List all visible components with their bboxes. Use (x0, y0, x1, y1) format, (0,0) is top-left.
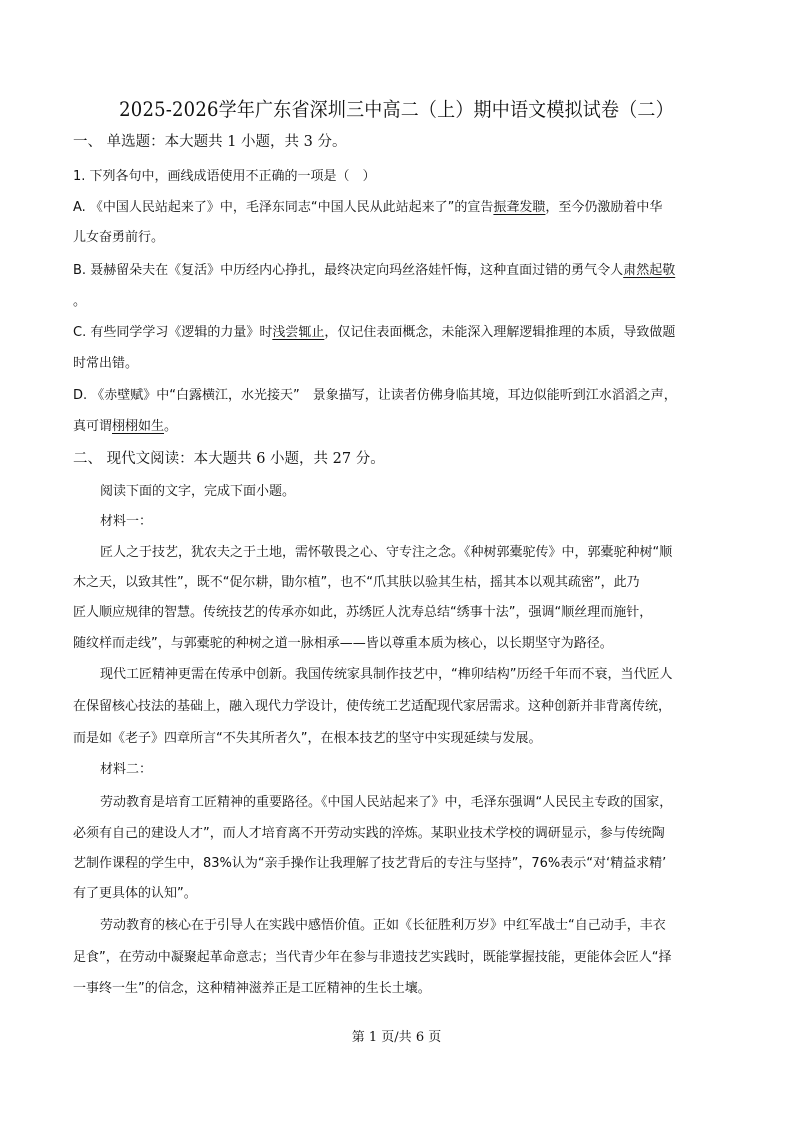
section2-heading: 二、 现代文阅读：本大题共 6 小题，共 27 分。 (73, 451, 385, 467)
material1-para1-line2: 木之天，以致其性”，既不“促尔耕，勖尔植”，也不“爪其肤以验其生枯，摇其本以观其疏密”，此乃 (73, 575, 640, 590)
material1-para2-line1: 现代工匠精神更需在传承中创新。我国传统家具制作技艺中，“榫卯结构”历经千年而不衰，当代匠人 (100, 667, 673, 682)
section1-heading: 一、 单选题：本大题共 1 小题，共 3 分。 (73, 134, 347, 150)
material1-para1-line4: 随纹样而走线”，与郭橐驼的种树之道一脉相承——皆以尊重本质为核心，以长期坚守为路径。 (73, 636, 613, 651)
option-d-idiom: 栩栩如生 (112, 419, 165, 434)
material2-para1-line4: 有了更具体的认知”。 (73, 886, 197, 901)
material1-label: 材料一： (100, 514, 153, 529)
material2-para1-line2: 必须有自己的建设人才”，而人才培育离不开劳动实践的淬炼。某职业技术学校的调研显示，参与传统陶 (73, 826, 665, 841)
option-d-text-pre: 真可谓 (73, 419, 113, 434)
exam-title: 2025-2026学年广东省深圳三中高二（上）期中语文模拟试卷（二） (119, 98, 674, 121)
material1-para1-line1: 匠人之于技艺，犹农夫之于土地，需怀敬畏之心、守专注之念。《种树郭橐驼传》中，郭橐驼种树“顺 (100, 545, 673, 560)
material1-para1-line3: 匠人顺应规律的智慧。传统技艺的传承亦如此，苏绣匠人沈寿总结“绣事十法”，强调“顺丝理而施针， (73, 605, 653, 620)
option-d-line2 (73, 418, 177, 436)
option-a-text-pre: A. 《中国人民站起来了》中，毛泽东同志“中国人民从此站起来了”的宣告 (73, 200, 494, 215)
option-d-line1: D. 《赤壁赋》中“白露横江，水光接天” 景象描写，让读者仿佛身临其境，耳边似能听到江水滔滔之声， (73, 388, 677, 403)
option-c-idiom: 浅尝辄止 (272, 325, 325, 340)
option-d-text-post: 。 (164, 419, 178, 434)
question1-stem: 1. 下列各句中，画线成语使用不正确的一项是（ ） (73, 169, 376, 184)
option-c-text-post: ，仅记住表面概念，未能深入理解逻辑推理的本质，导致做题 (324, 325, 676, 340)
option-b-text-pre: B. 聂赫留朵夫在《复活》中历经内心挣扎，最终决定向玛丝洛娃忏悔，这种直面过错的勇气令人 (73, 263, 624, 278)
page-footer: 第 1 页/共 6 页 (351, 1030, 442, 1045)
option-a-line2: 儿女奋勇前行。 (73, 230, 165, 245)
material2-label: 材料二： (100, 762, 153, 777)
option-b-line1 (73, 262, 675, 280)
option-b-idiom: 肃然起敬 (623, 263, 676, 278)
material1-para2-line2: 在保留核心技法的基础上，融入现代力学设计，使传统工艺适配现代家居需求。这种创新并非背离传统， (73, 699, 672, 714)
material2-para2-line2: 足食”，在劳动中凝聚起革命意志；当代青少年在参与非遗技艺实践时，既能掌握技能，更能体会匠人“择 (73, 950, 672, 965)
material2-para1-line3: 艺制作课程的学生中，83%认为“亲手操作让我理解了技艺背后的专注与坚持”，76%表示“对‘精益求精’ (73, 856, 667, 871)
option-a-idiom: 振聋发聩 (493, 200, 546, 215)
reading-instruction: 阅读下面的文字，完成下面小题。 (100, 484, 296, 499)
material2-para1-line1: 劳动教育是培育工匠精神的重要路径。《中国人民站起来了》中，毛泽东强调“人民民主专政的国家， (100, 795, 673, 810)
option-b-line2: 。 (73, 294, 87, 309)
option-c-line1 (73, 324, 675, 342)
material1-para2-line3: 而是如《老子》四章所言“不失其所者久”，在根本技艺的坚守中实现延续与发展。 (73, 731, 542, 746)
material2-para2-line1: 劳动教育的核心在于引导人在实践中感悟价值。正如《长征胜利万岁》中红军战士“自己动手，丰衣 (100, 918, 666, 933)
material2-para2-line3: 一事终一生”的信念，这种精神滋养正是工匠精神的生长土壤。 (73, 981, 431, 996)
option-a-text-post: ，至今仍激励着中华 (545, 200, 663, 215)
option-c-line2: 时常出错。 (73, 356, 139, 371)
option-a-line1 (73, 199, 662, 217)
option-c-text-pre: C. 有些同学学习《逻辑的力量》时 (73, 325, 273, 340)
